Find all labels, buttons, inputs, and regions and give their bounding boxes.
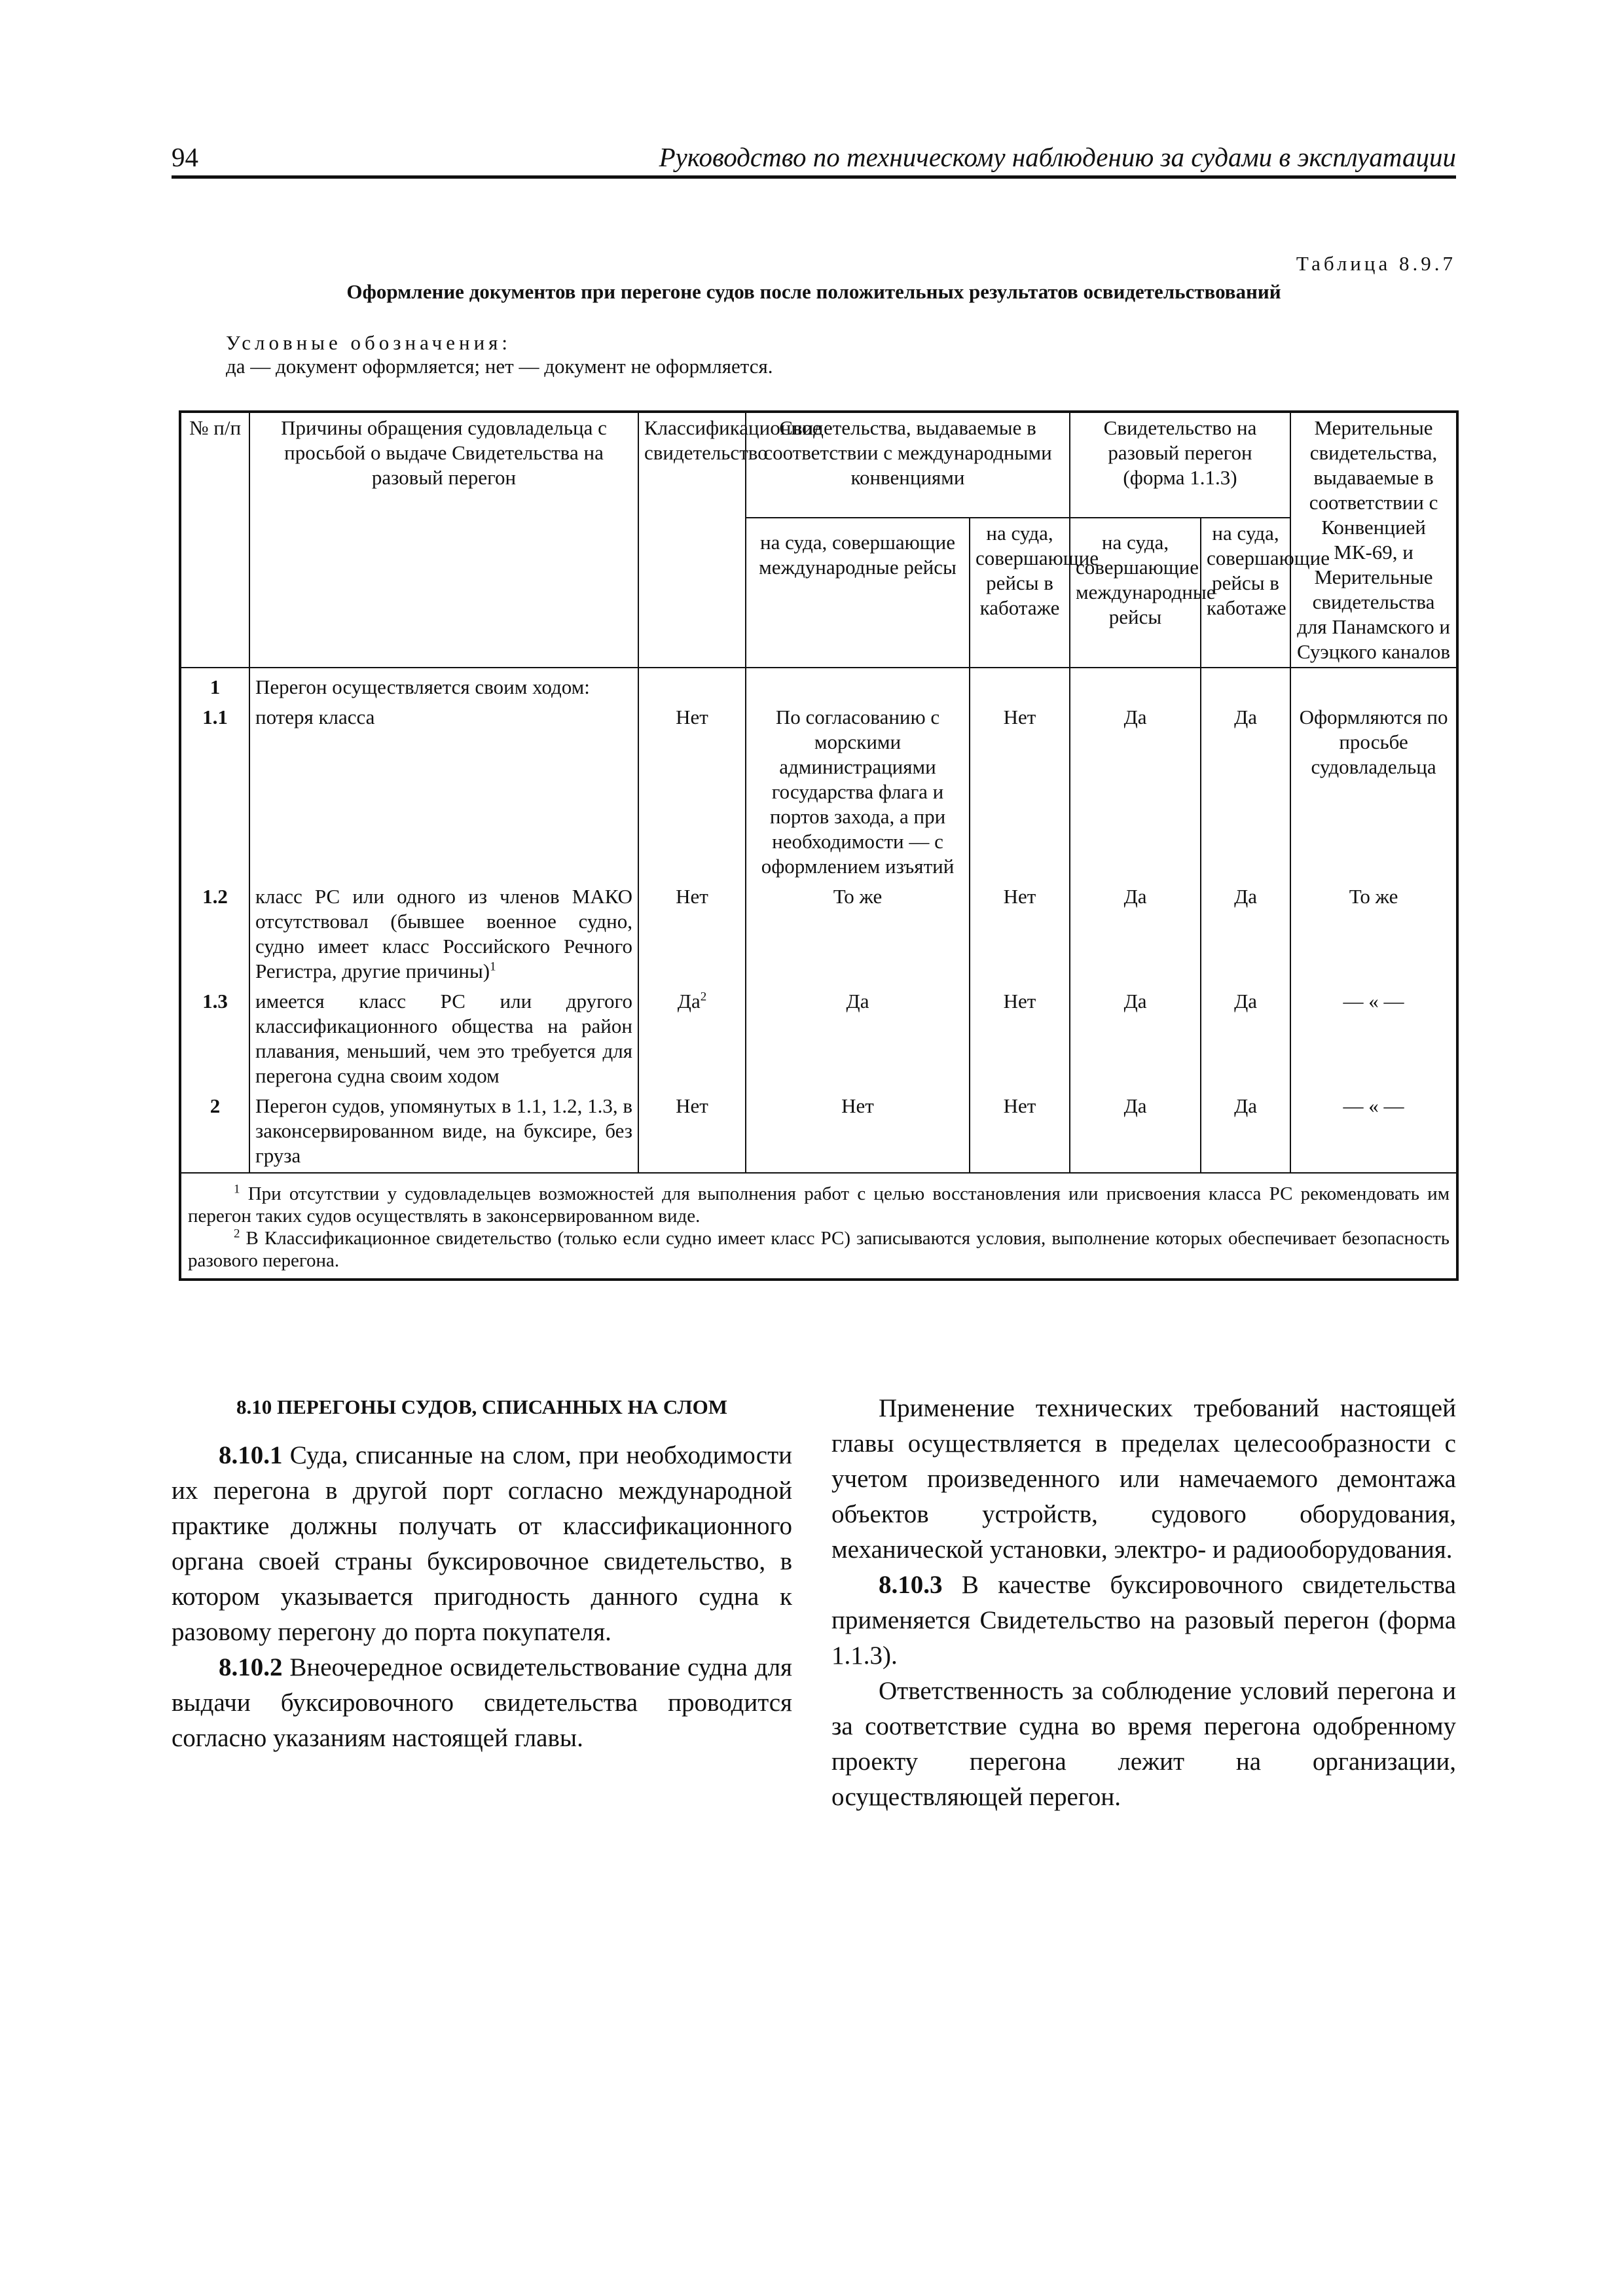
cell-measurement: То же <box>1290 882 1457 986</box>
header-num: № п/п <box>180 412 249 668</box>
subheader-sv-coastal: на суда, совершающие рейсы в каботаже <box>1201 518 1290 668</box>
cell-sv-intl: Да <box>1070 702 1201 882</box>
cell-intl: По согласованию с морскими администрациями государства флага и портов захода, а при необходимости — с оформлением изъятий <box>746 702 970 882</box>
empty-cell <box>746 668 970 702</box>
row-reason: потеря класса <box>249 702 638 882</box>
row-reason: Перегон осуществляется своим ходом: <box>249 668 638 702</box>
row-reason: Перегон судов, упомянутых в 1.1, 1.2, 1.3, в законсервированном виде, на буксире, без груза <box>249 1091 638 1173</box>
subheader-intl-voyages: на суда, совершающие международные рейсы <box>746 518 970 668</box>
cell-class-cert: Нет <box>638 882 746 986</box>
cell-sv-coastal: Да <box>1201 702 1290 882</box>
table-row <box>180 1091 1457 1173</box>
cell-class-cert: Нет <box>638 702 746 882</box>
header-reasons: Причины обращения судовладельца с просьбой о выдаче Свидетельства на разовый перегон <box>249 412 638 668</box>
cell-coastal: Нет <box>970 986 1070 1091</box>
footnote-1 <box>188 1183 1450 1227</box>
legend-title: Условные обозначения: <box>226 331 512 354</box>
cell-coastal: Нет <box>970 702 1070 882</box>
paragraph-text: Внеочередное освидетельствование судна для выдачи буксировочного свидетельства проводится согласно указаниям настоящей главы. <box>172 1653 792 1752</box>
empty-cell <box>1070 668 1201 702</box>
footnote-mark: 2 <box>234 1227 240 1241</box>
table-header-row <box>180 412 1457 518</box>
reason-text: класс РС или одного из членов МАКО отсутствовал (бывшее военное судно, судно имеет класс Российского Речного Регистра, другие причины) <box>255 885 632 982</box>
clause-number: 8.10.1 <box>219 1441 283 1469</box>
legend-text: да — документ оформляется; нет — документ не оформляется. <box>226 355 773 378</box>
cell-class-cert: Нет <box>638 1091 746 1173</box>
cell-coastal: Нет <box>970 1091 1070 1173</box>
clause-number: 8.10.2 <box>219 1653 283 1681</box>
right-column <box>831 1391 1456 1815</box>
empty-cell <box>1290 668 1457 702</box>
header-intl-certs: Свидетельства, выдаваемые в соответствии с международными конвенциями <box>746 412 1070 518</box>
cell-coastal: Нет <box>970 882 1070 986</box>
paragraph-8-10-3 <box>831 1568 1456 1674</box>
clause-number: 8.10.3 <box>879 1571 943 1599</box>
cell-sv-intl: Да <box>1070 986 1201 1091</box>
page-number: 94 <box>172 142 198 172</box>
header-single-voyage: Свидетельство на разовый перегон (форма 1.1.3) <box>1070 412 1290 518</box>
paragraph-text: Суда, списанные на слом, при необходимости их перегона в другой порт согласно международной практике должны получать от классификационного органа своей страны буксировочное свидетельство, в котором указывается пригодность данного судна к разовому перегону до порта покупателя. <box>172 1441 792 1646</box>
subheader-coastal: на суда, совершающие рейсы в каботаже <box>970 518 1070 668</box>
footnote-mark: 1 <box>234 1182 240 1196</box>
row-num: 1 <box>180 668 249 702</box>
row-num: 1.2 <box>180 882 249 986</box>
empty-cell <box>1201 668 1290 702</box>
subheader-sv-intl: на суда, совершающие международные рейсы <box>1070 518 1201 668</box>
row-num: 1.1 <box>180 702 249 882</box>
cell-sv-coastal: Да <box>1201 1091 1290 1173</box>
header-measurement: Мерительные свидетельства, выдаваемые в соответствии с Конвенцией МК-69, и Мерительные свидетельства для Панамского и Суэцкого каналов <box>1290 412 1457 668</box>
header-rule <box>172 175 1456 179</box>
table-row <box>180 702 1457 882</box>
table-title: Оформление документов при перегоне судов после положительных результатов освидетельствований <box>346 280 1281 303</box>
footnote-mark: 2 <box>700 990 707 1004</box>
header-class-cert: Классификационное свидетельство <box>638 412 746 668</box>
section-heading: 8.10 ПЕРЕГОНЫ СУДОВ, СПИСАННЫХ НА СЛОМ <box>236 1395 727 1418</box>
paragraph-8-10-2 <box>172 1650 792 1756</box>
table-row <box>180 668 1457 702</box>
left-column <box>172 1391 792 1756</box>
row-num: 1.3 <box>180 986 249 1091</box>
footnote-mark: 1 <box>490 960 496 974</box>
cell-measurement: Оформляются по просьбе судовладельца <box>1290 702 1457 882</box>
footnote-text: При отсутствии у судовладельцев возможностей для выполнения работ с целью восстановления или присвоения класса РС рекомендовать им перегон таких судов осуществлять в законсервированном виде. <box>188 1183 1450 1227</box>
cell-sv-coastal: Да <box>1201 986 1290 1091</box>
paragraph-responsibility: Ответственность за соблюдение условий перегона и за соответствие судна во время перегона одобренному проекту перегона лежит на организации, осуществляющей перегон. <box>831 1677 1456 1811</box>
class-cert-text: Да <box>677 990 701 1013</box>
row-num: 2 <box>180 1091 249 1173</box>
empty-cell <box>970 668 1070 702</box>
cell-measurement: — « — <box>1290 986 1457 1091</box>
paragraph-8-10-1 <box>172 1438 792 1650</box>
empty-cell <box>638 668 746 702</box>
row-reason <box>249 882 638 986</box>
cell-sv-intl: Да <box>1070 882 1201 986</box>
footnote-text: В Классификационное свидетельство (только если судно имеет класс РС) записываются условия, выполнение которых обеспечивает безопасность разового перегона. <box>188 1228 1450 1271</box>
row-reason: имеется класс РС или другого классификационного общества на район плавания, меньший, чем это требуется для перегона судна своим ходом <box>249 986 638 1091</box>
footnotes-row <box>180 1173 1457 1280</box>
paragraph-text: В качестве буксировочного свидетельства применяется Свидетельство на разовый перегон (форма 1.1.3). <box>831 1571 1456 1670</box>
running-title: Руководство по техническому наблюдению за судами в эксплуатации <box>659 142 1456 172</box>
table-number: Таблица 8.9.7 <box>1296 252 1456 275</box>
cell-intl: То же <box>746 882 970 986</box>
table-row <box>180 882 1457 986</box>
cell-class-cert <box>638 986 746 1091</box>
cell-measurement: — « — <box>1290 1091 1457 1173</box>
table-row <box>180 986 1457 1091</box>
footnotes <box>180 1173 1457 1280</box>
paragraph-application: Применение технических требований настоящей главы осуществляется в пределах целесообразности с учетом произведенного или намечаемого демонтажа объектов устройств, судового оборудования, механической установки, электро- и радиооборудования. <box>831 1394 1456 1564</box>
cell-intl: Да <box>746 986 970 1091</box>
cell-sv-coastal: Да <box>1201 882 1290 986</box>
documents-table <box>179 410 1459 1281</box>
cell-intl: Нет <box>746 1091 970 1173</box>
footnote-2 <box>188 1227 1450 1272</box>
cell-sv-intl: Да <box>1070 1091 1201 1173</box>
